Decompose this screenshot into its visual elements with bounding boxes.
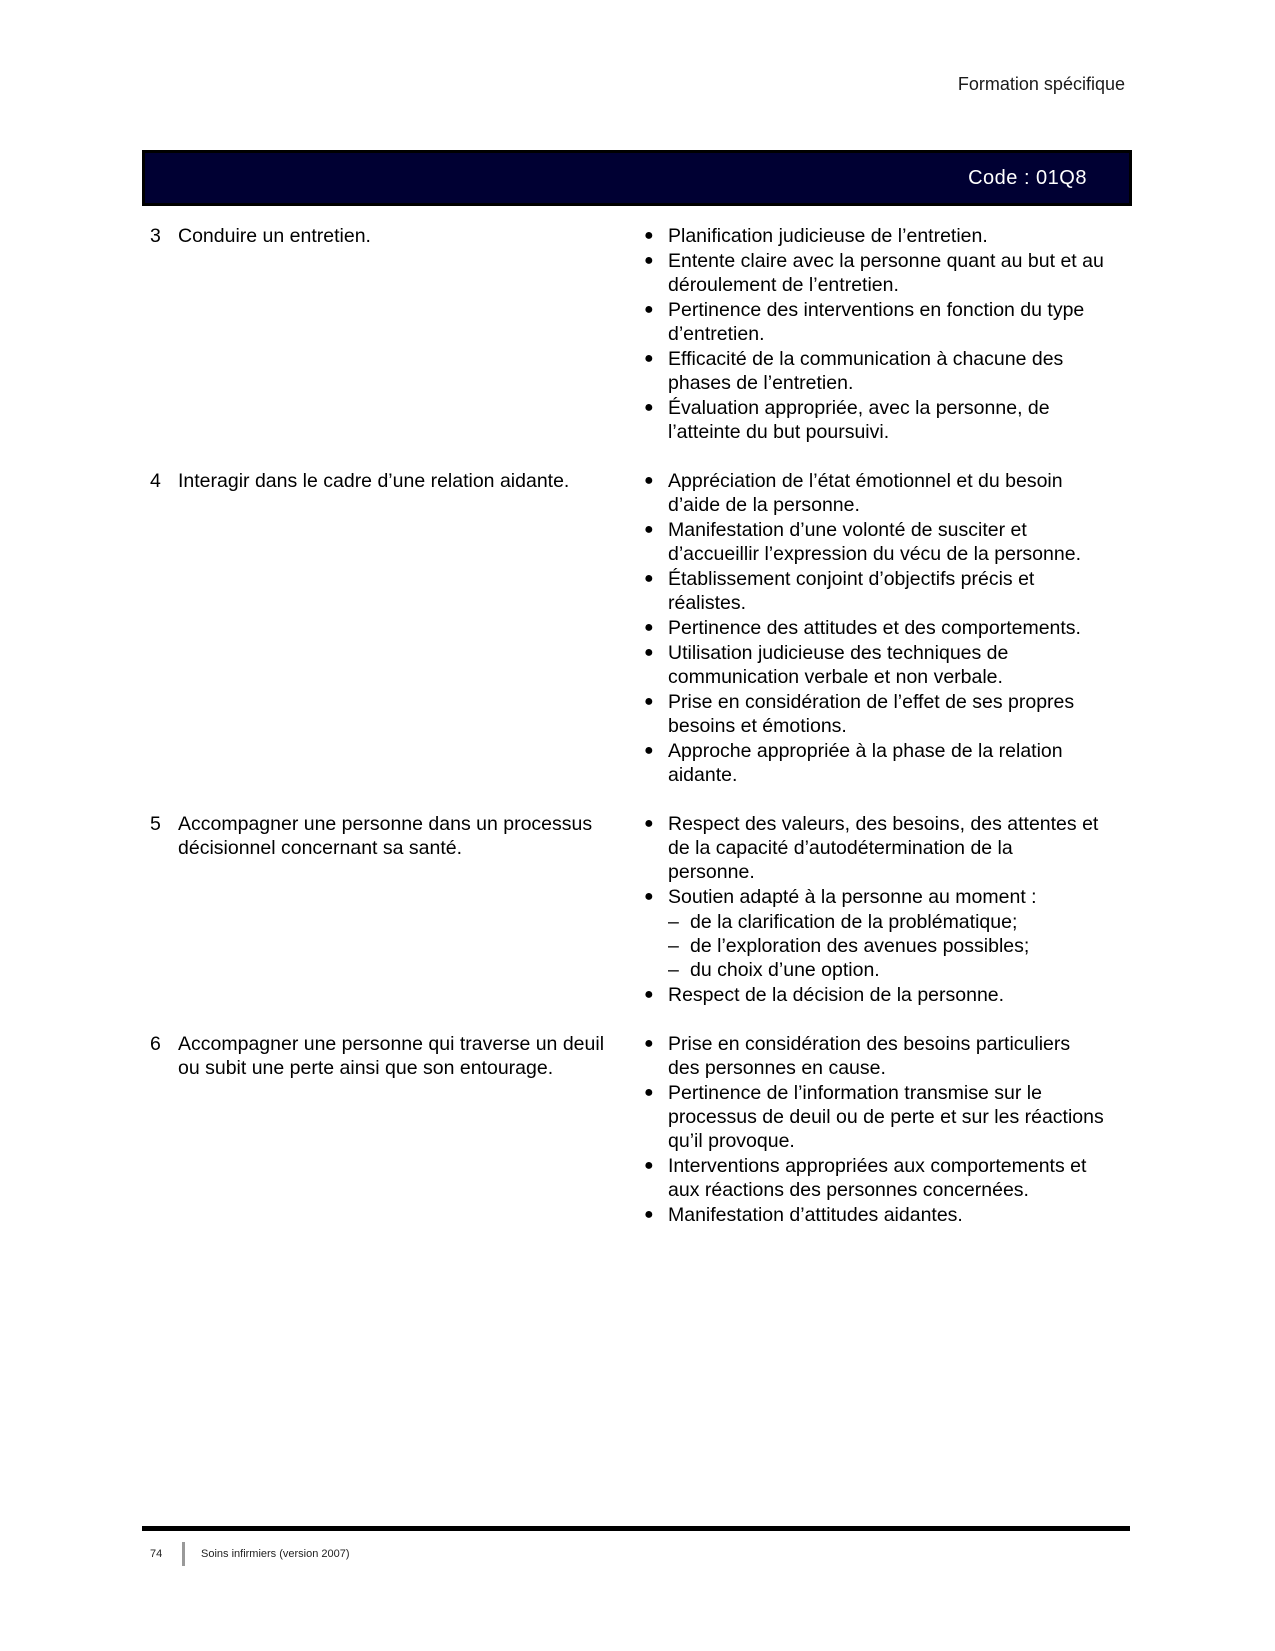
criterion-text: Appréciation de l’état émotionnel et du besoin d’aide de la personne. — [668, 470, 1063, 516]
bullet-icon: ● — [644, 1157, 654, 1174]
bullet-icon: ● — [644, 1035, 654, 1052]
bullet-icon: ● — [644, 252, 654, 269]
bullet-icon: ● — [644, 521, 654, 538]
competency-row — [150, 469, 1110, 787]
criterion-text: Entente claire avec la personne quant au but et au déroulement de l’entretien. — [668, 250, 1104, 296]
criterion-text: Soutien adapté à la personne au moment : — [668, 886, 1037, 908]
element-number: 3 — [150, 225, 161, 247]
competency-row — [150, 812, 1110, 1007]
bullet-icon: ● — [644, 815, 654, 832]
element-number: 6 — [150, 1033, 161, 1055]
bullet-icon: ● — [644, 644, 654, 661]
criterion-text: Établissement conjoint d’objectifs précis et réalistes. — [668, 568, 1035, 614]
sub-criterion-text: de l’exploration des avenues possibles; — [690, 935, 1030, 957]
bullet-icon: ● — [644, 1084, 654, 1101]
criterion-item — [644, 518, 1104, 566]
bullet-icon: ● — [644, 301, 654, 318]
criterion-text: Utilisation judicieuse des techniques de communication verbale et non verbale. — [668, 642, 1009, 688]
criterion-text: Manifestation d’une volonté de susciter et d’accueillir l’expression du vécu de la personne. — [668, 519, 1081, 565]
criteria-list — [644, 469, 1104, 787]
sub-criterion-item — [668, 934, 1104, 958]
criterion-text: Efficacité de la communication à chacune des phases de l’entretien. — [668, 348, 1064, 394]
criterion-item — [644, 224, 1104, 248]
criterion-text: Manifestation d’attitudes aidantes. — [668, 1204, 963, 1226]
criterion-item — [644, 1032, 1104, 1080]
criterion-item — [644, 1203, 1104, 1227]
bullet-icon: ● — [644, 619, 654, 636]
criterion-text: Approche appropriée à la phase de la relation aidante. — [668, 740, 1063, 786]
criterion-text: Évaluation appropriée, avec la personne, de l’atteinte du but poursuivi. — [668, 397, 1050, 443]
criteria-list — [644, 224, 1104, 444]
criterion-item — [644, 983, 1104, 1007]
criterion-item — [644, 396, 1104, 444]
sub-criterion-item — [668, 910, 1104, 934]
competency-table — [150, 224, 1110, 1228]
criterion-item — [644, 812, 1104, 884]
element-cell — [150, 469, 630, 493]
criterion-text: Pertinence de l’information transmise sur le processus de deuil ou de perte et sur les réactions qu’il provoque. — [668, 1082, 1104, 1152]
code-banner — [142, 150, 1132, 206]
element-text: Accompagner une personne dans un processus décisionnel concernant sa santé. — [178, 813, 593, 859]
code-label: Code : 01Q8 — [968, 167, 1087, 189]
criterion-item — [644, 469, 1104, 517]
criteria-list — [644, 812, 1104, 1007]
row-spacer — [150, 1008, 1110, 1032]
element-number: 5 — [150, 813, 161, 835]
row-spacer — [150, 788, 1110, 812]
bullet-icon: ● — [644, 472, 654, 489]
criterion-item — [644, 567, 1104, 615]
criterion-item — [644, 616, 1104, 640]
sub-criterion-item — [668, 958, 1104, 982]
bullet-icon: ● — [644, 1206, 654, 1223]
criterion-text: Pertinence des interventions en fonction du type d’entretien. — [668, 299, 1085, 345]
criterion-item — [644, 1081, 1104, 1153]
dash-icon: – — [668, 959, 679, 981]
criterion-item — [644, 641, 1104, 689]
criterion-text: Prise en considération des besoins particuliers des personnes en cause. — [668, 1033, 1071, 1079]
element-cell — [150, 812, 630, 860]
competency-row — [150, 1032, 1110, 1227]
criterion-text: Respect de la décision de la personne. — [668, 984, 1005, 1006]
sub-criterion-text: de la clarification de la problématique; — [690, 911, 1018, 933]
criterion-text: Pertinence des attitudes et des comportements. — [668, 617, 1081, 639]
criterion-text: Respect des valeurs, des besoins, des attentes et de la capacité d’autodétermination de la personne. — [668, 813, 1099, 883]
criterion-item — [644, 347, 1104, 395]
criterion-item — [644, 1154, 1104, 1202]
page-footer — [150, 1543, 350, 1565]
element-text: Accompagner une personne qui traverse un deuil ou subit une perte ainsi que son entourage. — [178, 1033, 605, 1079]
row-spacer — [150, 445, 1110, 469]
criterion-item — [644, 298, 1104, 346]
competency-row — [150, 224, 1110, 444]
dash-icon: – — [668, 935, 679, 957]
criterion-item — [644, 690, 1104, 738]
dash-icon: – — [668, 911, 679, 933]
footer-separator — [182, 1542, 185, 1566]
criterion-text: Interventions appropriées aux comportements et aux réactions des personnes concernées. — [668, 1155, 1087, 1201]
bullet-icon: ● — [644, 570, 654, 587]
bullet-icon: ● — [644, 742, 654, 759]
criterion-text: Planification judicieuse de l’entretien. — [668, 225, 988, 247]
element-number: 4 — [150, 470, 161, 492]
running-head: Formation spécifique — [957, 74, 1125, 94]
bullet-icon: ● — [644, 693, 654, 710]
bullet-icon: ● — [644, 350, 654, 367]
criterion-item — [644, 739, 1104, 787]
criterion-item — [644, 885, 1104, 909]
page-number: 74 — [150, 1548, 163, 1560]
criteria-list — [644, 1032, 1104, 1227]
criterion-text: Prise en considération de l’effet de ses propres besoins et émotions. — [668, 691, 1075, 737]
sub-criterion-text: du choix d’une option. — [690, 959, 880, 981]
element-text: Conduire un entretien. — [178, 225, 371, 247]
element-cell — [150, 1032, 630, 1080]
sub-criteria-list — [668, 910, 1104, 982]
bullet-icon: ● — [644, 227, 654, 244]
document-title: Soins infirmiers (version 2007) — [201, 1548, 350, 1560]
bullet-icon: ● — [644, 399, 654, 416]
bullet-icon: ● — [644, 986, 654, 1003]
footer-rule — [142, 1526, 1130, 1531]
bullet-icon: ● — [644, 888, 654, 905]
element-cell — [150, 224, 630, 248]
element-text: Interagir dans le cadre d’une relation aidante. — [178, 470, 570, 492]
criterion-item — [644, 249, 1104, 297]
